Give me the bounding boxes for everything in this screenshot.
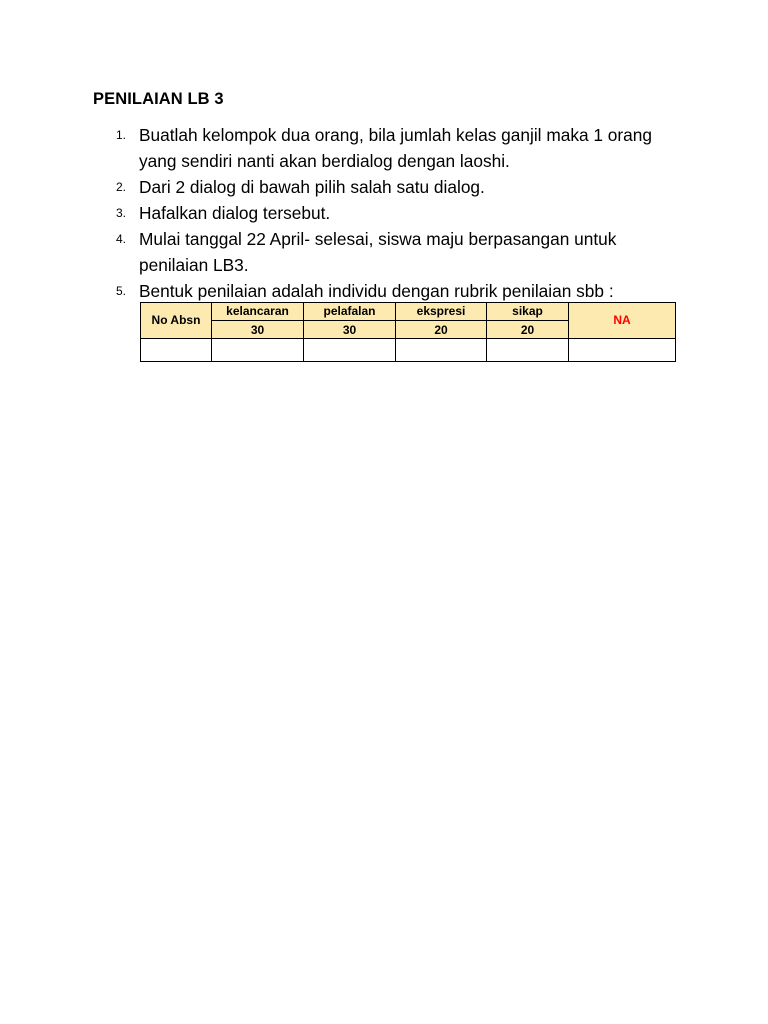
- table-row: [141, 339, 676, 362]
- empty-cell-ekspresi: [396, 339, 487, 362]
- instruction-number: 1.: [116, 128, 127, 142]
- instruction-number: 3.: [116, 206, 127, 220]
- page-title: PENILAIAN LB 3: [93, 90, 224, 108]
- instruction-text: Bentuk penilaian adalah individu dengan rubrik penilaian sbb :: [139, 281, 614, 301]
- instruction-item: [0, 200, 679, 226]
- criterion-weight-pelafalan: 30: [304, 321, 396, 339]
- instruction-item: [0, 226, 679, 278]
- empty-cell-kelancaran: [212, 339, 304, 362]
- instruction-text: Hafalkan dialog tersebut.: [139, 203, 331, 223]
- instruction-item: [0, 122, 679, 174]
- criterion-name-ekspresi: ekspresi: [396, 303, 487, 321]
- no-absen-header: No Absn: [141, 303, 212, 339]
- criterion-weight-ekspresi: 20: [396, 321, 487, 339]
- instruction-item: [0, 278, 679, 304]
- criterion-name-pelafalan: pelafalan: [304, 303, 396, 321]
- criterion-name-kelancaran: kelancaran: [212, 303, 304, 321]
- instruction-number: 2.: [116, 180, 127, 194]
- empty-cell-pelafalan: [304, 339, 396, 362]
- instruction-item: [0, 174, 679, 200]
- rubric-header-row: [141, 303, 676, 321]
- empty-cell-no-absen: [141, 339, 212, 362]
- na-header: NA: [569, 303, 676, 339]
- instruction-list: [0, 122, 768, 304]
- empty-cell-na: [569, 339, 676, 362]
- instruction-number: 4.: [116, 232, 127, 246]
- instruction-number: 5.: [116, 284, 127, 298]
- instruction-text: Buatlah kelompok dua orang, bila jumlah kelas ganjil maka 1 orang yang sendiri nanti akan berdialog dengan laoshi.: [139, 125, 652, 171]
- criterion-weight-kelancaran: 30: [212, 321, 304, 339]
- criterion-weight-sikap: 20: [487, 321, 569, 339]
- instruction-text: Mulai tanggal 22 April- selesai, siswa maju berpasangan untuk penilaian LB3.: [139, 229, 617, 275]
- empty-cell-sikap: [487, 339, 569, 362]
- criterion-name-sikap: sikap: [487, 303, 569, 321]
- instruction-text: Dari 2 dialog di bawah pilih salah satu dialog.: [139, 177, 485, 197]
- rubric-table: [140, 302, 676, 362]
